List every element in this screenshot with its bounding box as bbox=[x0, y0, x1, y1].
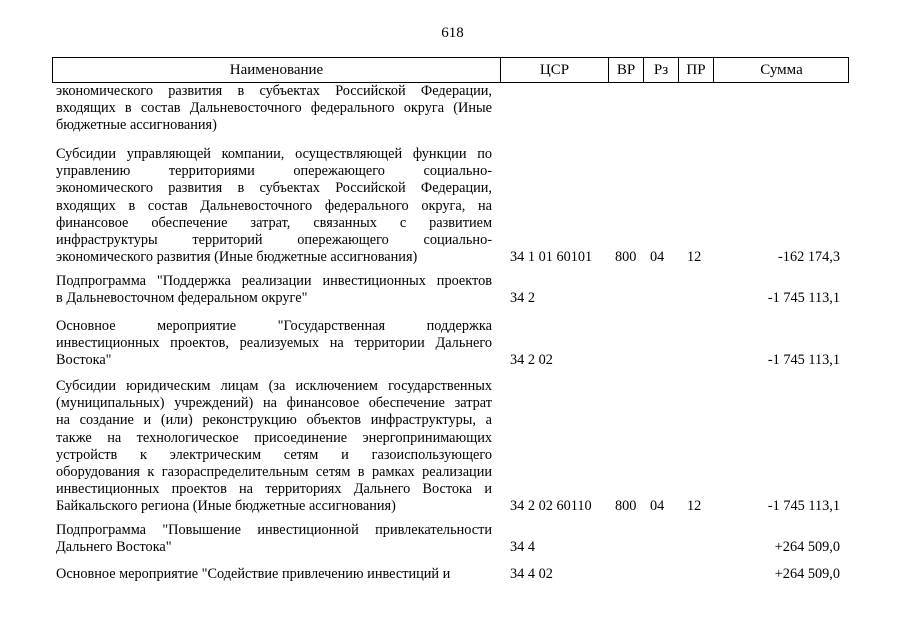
row-vr: 800 bbox=[615, 498, 637, 515]
header-csr: ЦСР bbox=[500, 58, 608, 82]
row-name bbox=[56, 378, 492, 516]
row-name-line: управлению территориями опережающего социально- bbox=[56, 163, 492, 180]
row-csr: 34 1 01 60101 bbox=[510, 249, 593, 266]
header-sum: Сумма bbox=[713, 58, 849, 82]
row-rz: 04 bbox=[650, 249, 665, 266]
row-name-line: также на технологическое присоединение энергопринимающих bbox=[56, 429, 492, 446]
row-csr: 34 2 bbox=[510, 290, 536, 307]
row-name-line: инвестиционных проектов, реализуемых на территории Дальнего bbox=[56, 335, 492, 352]
row-name-line: оборудования к газораспределительным сетям в рамках реализации bbox=[56, 464, 492, 481]
row-name-line: Субсидии юридическим лицам (за исключением государственных bbox=[56, 378, 492, 394]
row-name bbox=[56, 146, 492, 266]
row-name bbox=[56, 318, 492, 370]
row-csr: 34 2 02 bbox=[510, 352, 553, 369]
row-csr: 34 4 bbox=[510, 539, 536, 556]
row-name-line: Байкальского региона (Иные бюджетные ассигнования) bbox=[56, 498, 396, 515]
row-sum: +264 509,0 bbox=[774, 539, 840, 556]
row-sum: -1 745 113,1 bbox=[767, 290, 840, 307]
row-name-line: (муниципальных) учреждений) на финансовое обеспечение затрат bbox=[56, 395, 492, 412]
row-csr: 34 4 02 bbox=[510, 566, 553, 582]
row-name-line: экономического развития в субъектах Российской Федерации, bbox=[56, 83, 492, 99]
row-name bbox=[56, 522, 492, 556]
row-name bbox=[56, 566, 492, 583]
page-number: 618 bbox=[441, 25, 464, 41]
row-rz: 04 bbox=[650, 498, 665, 515]
row-name-line: инвестиционных проектов на территориях Дальнего Востока и bbox=[56, 481, 492, 498]
row-name-line: Субсидии управляющей компании, осуществляющей функции по bbox=[56, 146, 492, 162]
row-name-line: входящих в состав Дальневосточного федерального округа, на bbox=[56, 197, 492, 214]
header-pr: ПР bbox=[678, 58, 713, 82]
row-name-line: Основное мероприятие "Содействие привлечению инвестиций и bbox=[56, 566, 451, 582]
row-name bbox=[56, 273, 492, 307]
row-pr: 12 bbox=[687, 498, 702, 515]
row-name bbox=[56, 83, 492, 135]
row-sum: -1 745 113,1 bbox=[767, 498, 840, 515]
row-name-line: в Дальневосточном федеральном округе" bbox=[56, 290, 308, 307]
row-name-line: Подпрограмма "Поддержка реализации инвестиционных проектов bbox=[56, 273, 492, 289]
row-name-line: устройств к электрическим сетям и газоиспользующего bbox=[56, 446, 492, 463]
header-vr: ВР bbox=[608, 58, 643, 82]
row-name-line: входящих в состав Дальневосточного федерального округа (Иные bbox=[56, 100, 492, 117]
row-name-line: финансовое обеспечение затрат, связанных с развитием bbox=[56, 214, 492, 231]
table-header bbox=[52, 57, 849, 83]
row-name-line: экономического развития (Иные бюджетные ассигнования) bbox=[56, 249, 418, 266]
row-name-line: Подпрограмма "Повышение инвестиционной привлекательности bbox=[56, 522, 492, 538]
row-name-line: Востока" bbox=[56, 352, 112, 369]
row-pr: 12 bbox=[687, 249, 702, 266]
row-name-line: экономического развития в субъектах Российской Федерации, bbox=[56, 180, 492, 197]
row-name-line: Основное мероприятие "Государственная поддержка bbox=[56, 318, 492, 334]
row-vr: 800 bbox=[615, 249, 637, 266]
row-name-line: инфраструктуры территорий опережающего социально- bbox=[56, 232, 492, 249]
row-sum: -162 174,3 bbox=[778, 249, 840, 266]
row-name-line: Дальнего Востока" bbox=[56, 539, 172, 556]
row-name-line: на создание и (или) реконструкцию объектов инфраструктуры, а bbox=[56, 412, 492, 429]
row-name-line: бюджетные ассигнования) bbox=[56, 117, 217, 134]
header-name: Наименование bbox=[229, 62, 324, 78]
row-sum: +264 509,0 bbox=[774, 566, 840, 582]
row-sum: -1 745 113,1 bbox=[767, 352, 840, 369]
row-csr: 34 2 02 60110 bbox=[510, 498, 592, 515]
header-rz: Рз bbox=[643, 58, 678, 82]
